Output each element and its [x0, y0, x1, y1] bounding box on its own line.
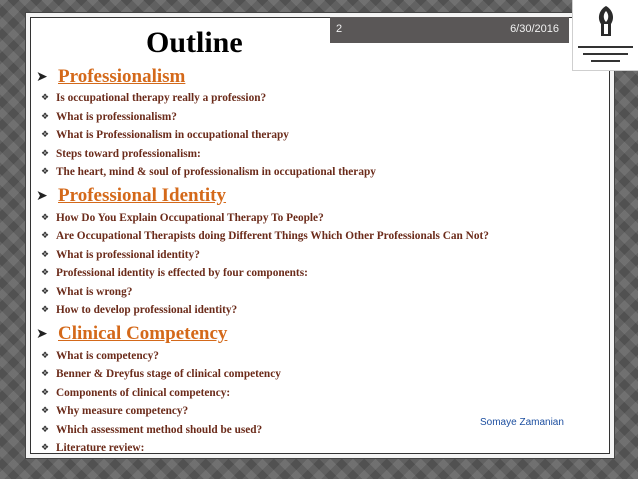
slide-header-bar	[330, 17, 569, 43]
list-item	[36, 163, 606, 182]
arrowhead-icon: ➤	[36, 68, 48, 85]
square-bullet-icon: ❖	[41, 350, 50, 361]
square-bullet-icon: ❖	[41, 305, 50, 316]
square-bullet-icon: ❖	[41, 249, 50, 260]
logo-text-line	[583, 53, 628, 55]
list-item-text: Are Occupational Therapists doing Different Things Which Other Professionals Can Not?	[56, 230, 489, 243]
list-item-text: Is occupational therapy really a profession?	[56, 92, 267, 105]
square-bullet-icon: ❖	[41, 369, 50, 380]
list-item-text: Which assessment method should be used?	[56, 423, 263, 436]
square-bullet-icon: ❖	[41, 167, 50, 178]
list-item	[36, 246, 606, 265]
list-item-text: How to develop professional identity?	[56, 304, 238, 317]
square-bullet-icon: ❖	[41, 93, 50, 104]
section-heading-label: Clinical Competency	[58, 323, 228, 344]
list-item	[36, 283, 606, 302]
list-item-text: Literature review:	[56, 442, 145, 455]
outline-list	[36, 62, 606, 458]
list-item	[36, 301, 606, 320]
list-item-text: Steps toward professionalism:	[56, 147, 201, 160]
arrowhead-icon: ➤	[36, 326, 48, 342]
list-item	[36, 347, 606, 366]
square-bullet-icon: ❖	[41, 231, 50, 242]
list-item	[36, 209, 606, 228]
list-item-text: Professional identity is effected by four components:	[56, 267, 308, 280]
section-heading	[36, 184, 606, 209]
list-item-text: How Do You Explain Occupational Therapy To People?	[56, 211, 324, 224]
logo-text-line	[591, 60, 620, 62]
list-item-text: The heart, mind & soul of professionalism in occupational therapy	[56, 166, 376, 179]
square-bullet-icon: ❖	[41, 387, 50, 398]
list-item-text: Benner & Dreyfus stage of clinical competency	[56, 368, 281, 381]
list-item	[36, 365, 606, 384]
list-item	[36, 439, 606, 458]
list-item-text: Why measure competency?	[56, 405, 189, 418]
list-item-text: Components of clinical competency:	[56, 386, 231, 399]
square-bullet-icon: ❖	[41, 443, 50, 454]
list-item	[36, 384, 606, 403]
list-item-text: What is professional identity?	[56, 248, 200, 261]
logo-emblem-icon	[593, 4, 619, 40]
section-heading-label: Professionalism	[58, 65, 186, 87]
university-logo	[572, 0, 638, 71]
section-heading	[36, 64, 606, 89]
square-bullet-icon: ❖	[41, 268, 50, 279]
section-heading	[36, 322, 606, 347]
slide-number: 2	[336, 23, 343, 35]
slide-title: Outline	[146, 26, 243, 59]
section-heading-label: Professional Identity	[58, 185, 227, 206]
slide-date: 6/30/2016	[510, 23, 559, 35]
square-bullet-icon: ❖	[41, 424, 50, 435]
list-item-text: What is wrong?	[56, 285, 133, 298]
list-item-text: What is competency?	[56, 349, 159, 362]
list-item	[36, 264, 606, 283]
list-item	[36, 145, 606, 164]
section-items	[36, 347, 606, 458]
list-item	[36, 227, 606, 246]
arrowhead-icon: ➤	[36, 188, 48, 204]
square-bullet-icon: ❖	[41, 212, 50, 223]
list-item	[36, 89, 606, 108]
logo-text-line	[578, 46, 633, 48]
section-professionalism	[36, 64, 606, 182]
square-bullet-icon: ❖	[41, 130, 50, 141]
section-clinical-competency	[36, 322, 606, 458]
section-items	[36, 89, 606, 182]
author-credit: Somaye Zamanian	[480, 417, 564, 428]
list-item	[36, 108, 606, 127]
square-bullet-icon: ❖	[41, 286, 50, 297]
square-bullet-icon: ❖	[41, 148, 50, 159]
section-professional-identity	[36, 184, 606, 320]
section-items	[36, 209, 606, 320]
list-item	[36, 126, 606, 145]
square-bullet-icon: ❖	[41, 406, 50, 417]
square-bullet-icon: ❖	[41, 111, 50, 122]
list-item-text: What is professionalism?	[56, 110, 177, 123]
list-item-text: What is Professionalism in occupational therapy	[56, 129, 289, 142]
